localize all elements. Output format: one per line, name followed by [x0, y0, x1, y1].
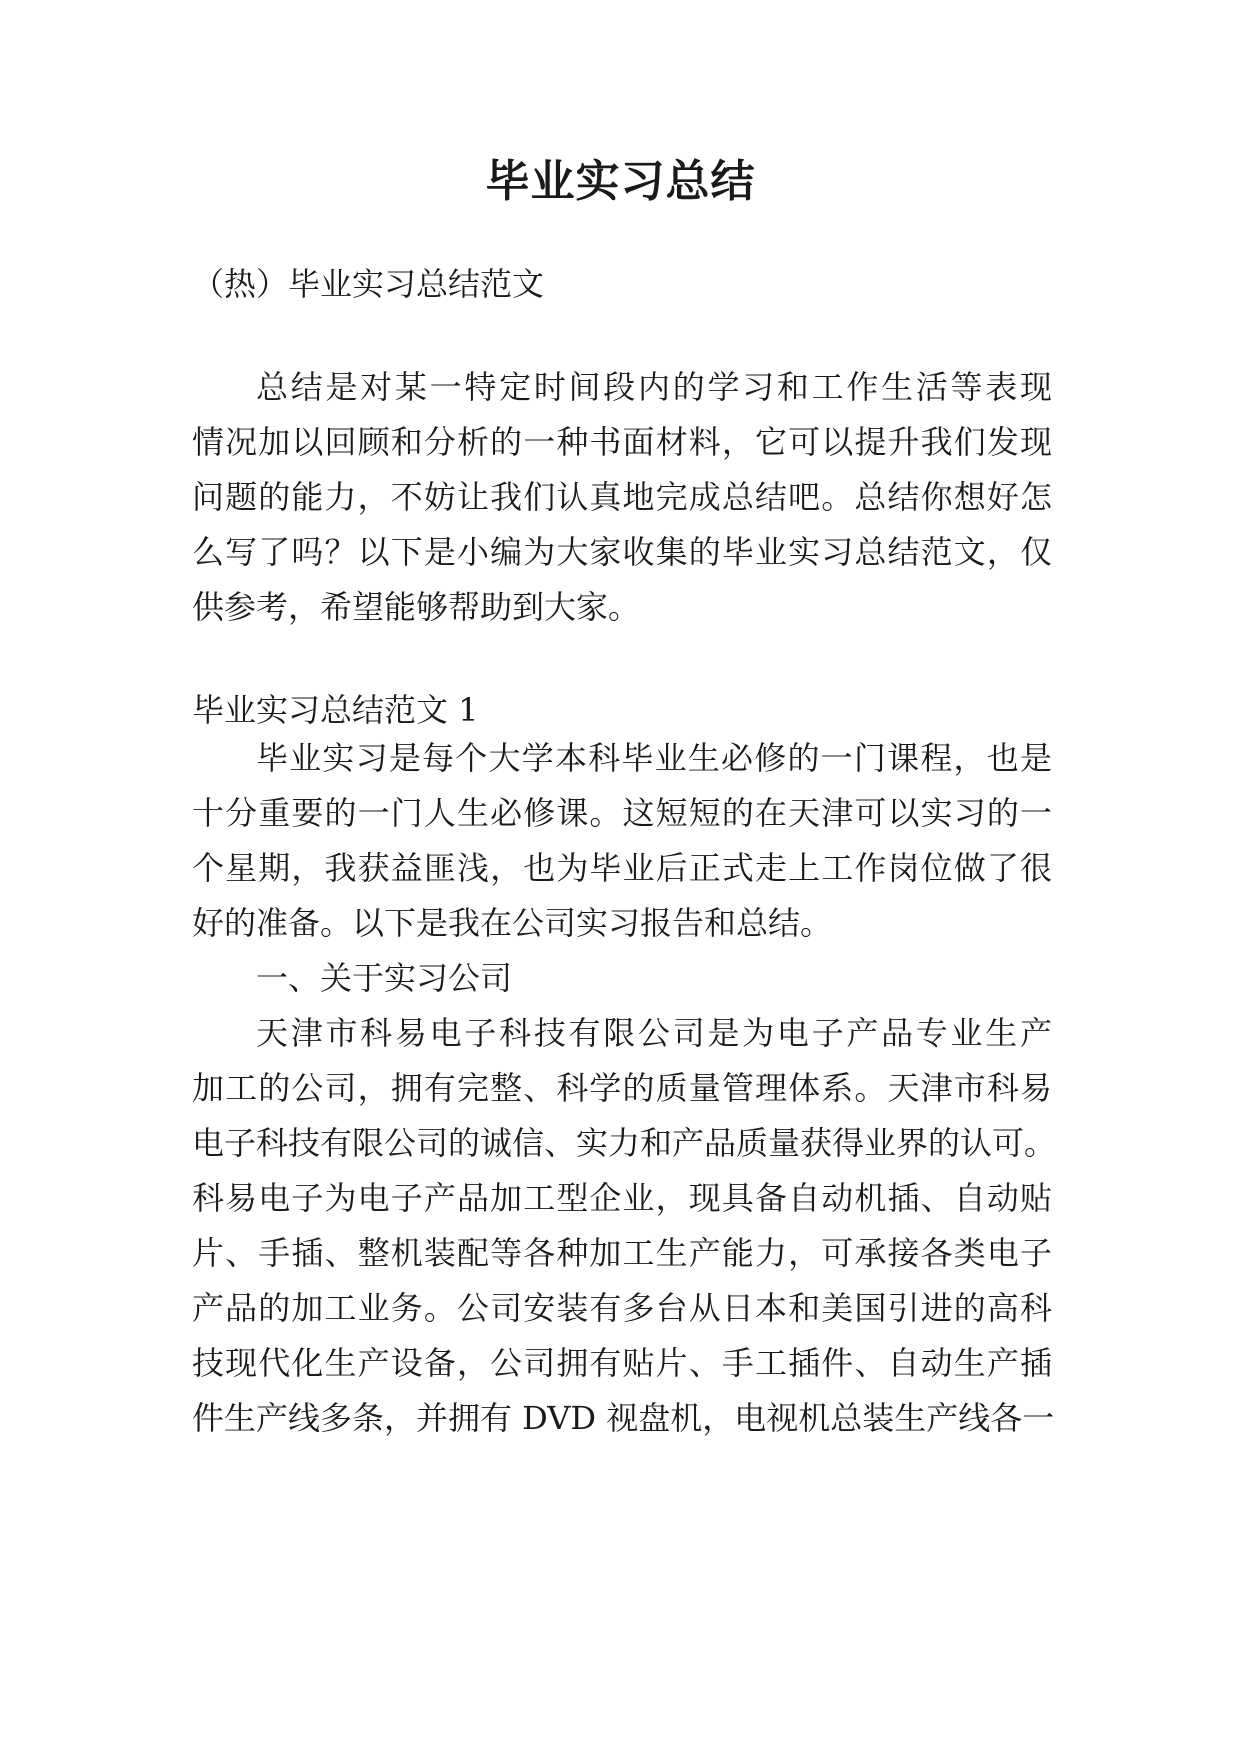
- intro-line: 供参考，希望能够帮助到大家。: [192, 588, 641, 626]
- document-title: 毕业实习总结: [485, 156, 756, 207]
- paragraph-line: 技现代化生产设备，公司拥有贴片、手工插件、自动生产插: [192, 1344, 1052, 1382]
- paragraph-line: 片、手插、整机装配等各种加工生产能力，可承接各类电子: [192, 1234, 1052, 1272]
- paragraph-line: 电子科技有限公司的诚信、实力和产品质量获得业界的认可。: [192, 1124, 1057, 1162]
- paragraph-line: 个星期，我获益匪浅，也为毕业后正式走上工作岗位做了很: [192, 849, 1052, 887]
- sub-heading: 一、关于实习公司: [256, 959, 513, 997]
- paragraph-line: 毕业实习是每个大学本科毕业生必修的一门课程，也是: [256, 739, 1052, 777]
- paragraph-line: 科易电子为电子产品加工型企业，现具备自动机插、自动贴: [192, 1179, 1052, 1217]
- intro-line: 情况加以回顾和分析的一种书面材料，它可以提升我们发现: [192, 423, 1052, 461]
- document-subtitle: （热）毕业实习总结范文: [192, 265, 545, 303]
- section-heading: 毕业实习总结范文 1: [192, 691, 479, 729]
- paragraph-line: 件生产线多条，并拥有 DVD 视盘机，电视机总装生产线各一: [192, 1399, 1055, 1437]
- intro-line: 么写了吗？以下是小编为大家收集的毕业实习总结范文，仅: [192, 533, 1052, 571]
- intro-line: 问题的能力，不妨让我们认真地完成总结吧。总结你想好怎: [192, 478, 1052, 516]
- paragraph-line: 十分重要的一门人生必修课。这短短的在天津可以实习的一: [192, 794, 1052, 832]
- intro-line: 总结是对某一特定时间段内的学习和工作生活等表现: [256, 368, 1052, 406]
- paragraph-line: 天津市科易电子科技有限公司是为电子产品专业生产: [256, 1014, 1052, 1052]
- paragraph-line: 产品的加工业务。公司安装有多台从日本和美国引进的高科: [192, 1289, 1052, 1327]
- paragraph-line: 加工的公司，拥有完整、科学的质量管理体系。天津市科易: [192, 1069, 1052, 1107]
- paragraph-line: 好的准备。以下是我在公司实习报告和总结。: [192, 904, 833, 942]
